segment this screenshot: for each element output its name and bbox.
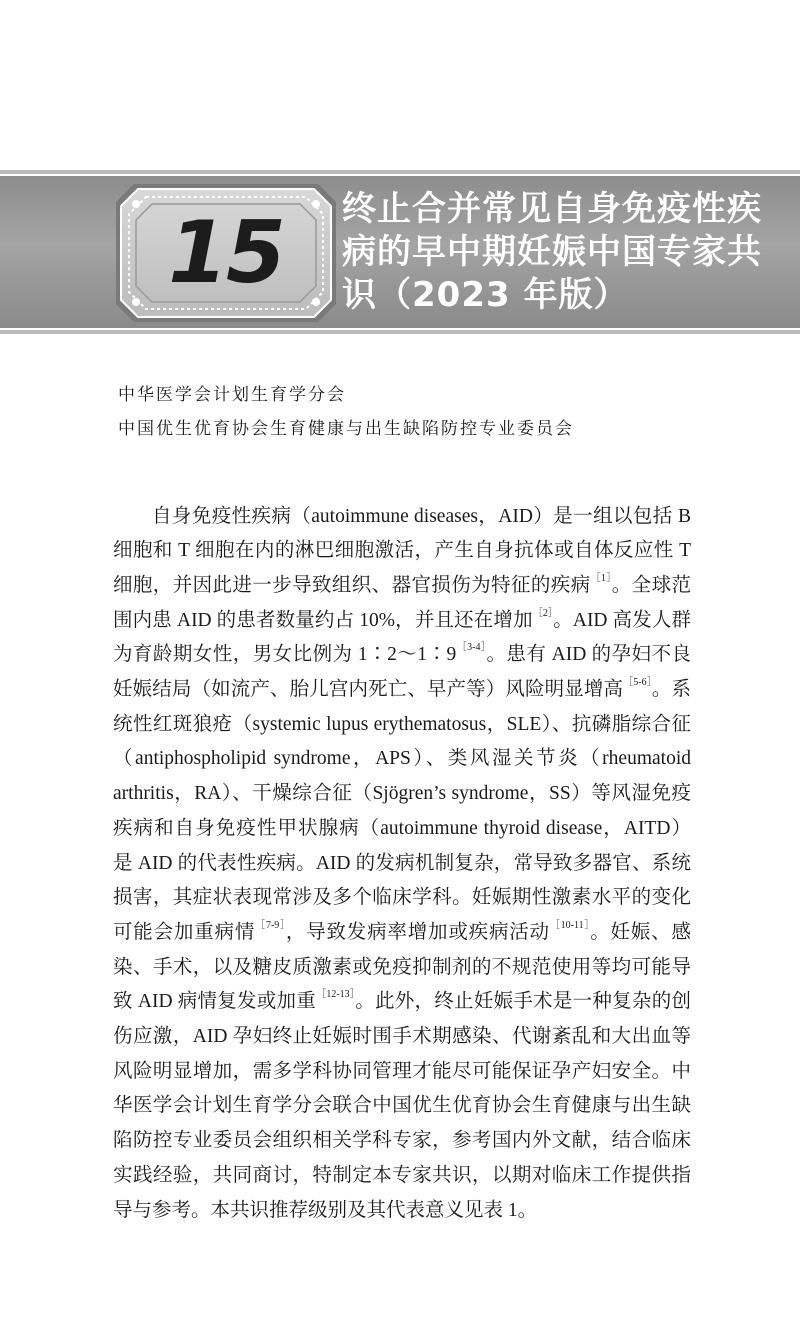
body-text-segment: 自身免疫性疾病（autoimmune diseases，AID）是一组以包括 B 细胞和 T 细胞在内的淋巴细胞激活，产生自身抗体或自体反应性 T 细胞，并因此进一步导致组织、器官损伤为特征的疾病 [113, 505, 691, 596]
citation-ref: ［12-13］ [316, 989, 356, 1001]
citation-ref: ［7-9］ [255, 919, 286, 931]
citation-ref: ［3-4］ [456, 642, 487, 654]
author-org: 中国优生优育协会生育健康与出生缺陷防控专业委员会 [118, 419, 574, 439]
citation-ref: ［10-11］ [549, 919, 591, 931]
chapter-badge [112, 180, 340, 326]
body-paragraph [113, 500, 691, 1229]
author-org: 中华医学会计划生育学分会 [118, 385, 346, 405]
body-text-segment: ，导致发病率增加或疾病活动 [285, 921, 550, 943]
chapter-title: 终止合并常见自身免疫性疾病的早中期妊娠中国专家共识（2023 年版） [342, 189, 762, 315]
body-text-segment: 。患有 AID 的孕妇不良妊娠结局（如流产、胎儿宫内死亡、早产等）风险明显增高 [113, 644, 691, 701]
citation-ref: ［5-6］ [623, 677, 652, 689]
body-text-segment: 。系统性红斑狼疮（systemic lupus erythematosus，SLE）、抗磷脂综合征（antiphospholipid syndrome，APS）、类风湿关节炎（rheumatoid arthritis，RA）、干燥综合征（Sjögren’s syndrome，SS）等风湿免疫疾病和自身免疫性甲状腺病（autoimmune thyroid disease，AITD）是 AID 的代表性疾病。AID 的发病机制复杂，常导致多器官、系统损害，其症状表现常涉及多个临床学科。妊娠期性激素水平的变化可能会加重病情 [113, 679, 691, 943]
banner-bottom-edge [0, 330, 800, 334]
citation-ref: ［1］ [590, 572, 612, 584]
author-organizations [118, 378, 758, 446]
chapter-number: 15 [168, 203, 284, 303]
body-text-segment: 。AID 高发人群为育龄期女性，男女比例为 1∶2～1∶9 [113, 609, 691, 666]
body-text-segment: 。全球范围内患 AID 的患者数量约占 10%，并且还在增加 [113, 574, 691, 631]
body-text-segment: 。妊娠、感染、手术，以及糖皮质激素或免疫抑制剂的不规范使用等均可能导致 AID 病情复发或加重 [113, 921, 691, 1013]
citation-ref: ［2］ [532, 607, 554, 619]
banner-top-edge [0, 170, 800, 174]
body-text-segment: 。此外，终止妊娠手术是一种复杂的创伤应激，AID 孕妇终止妊娠时围手术期感染、代谢紊乱和大出血等风险明显增加，需多学科协同管理才能尽可能保证孕产妇安全。中华医学会计划生育学分会联合中国优生优育协会生育健康与出生缺陷防控专业委员会组织相关学科专家，参考国内外文献，结合临床实践经验，共同商讨，特制定本专家共识，以期对临床工作提供指导与参考。本共识推荐级别及其代表意义见表 1。 [113, 991, 691, 1221]
